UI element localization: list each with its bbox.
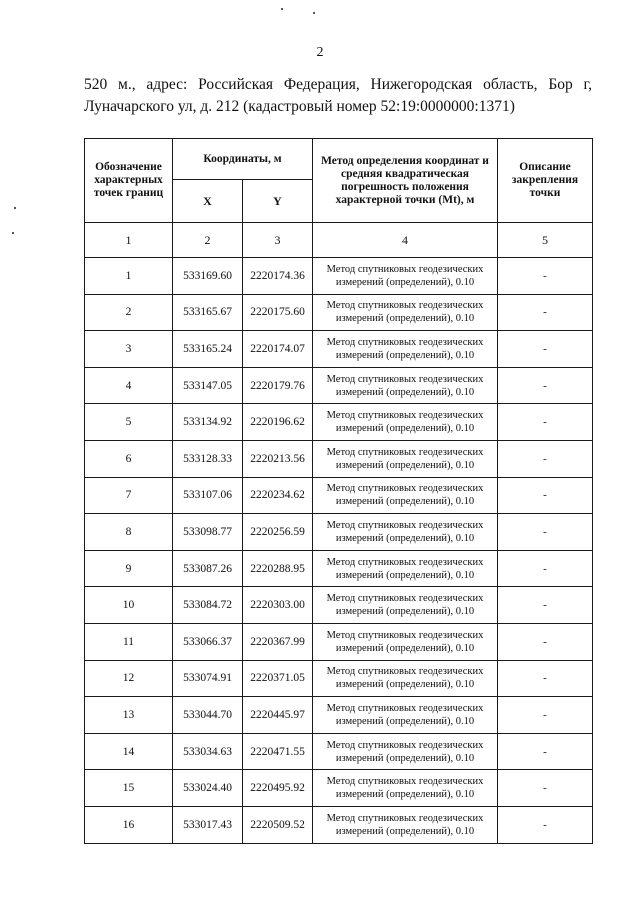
coord-y: 2220179.76 <box>243 367 313 404</box>
coord-y: 2220213.56 <box>243 440 313 477</box>
coord-y: 2220288.95 <box>243 550 313 587</box>
coord-y: 2220471.55 <box>243 733 313 770</box>
table-row <box>85 294 593 331</box>
scan-speck <box>313 12 315 14</box>
method-text: Метод спутниковых геодезических измерений (определений), 0.10 <box>313 770 498 807</box>
method-text: Метод спутниковых геодезических измерений (определений), 0.10 <box>313 258 498 295</box>
coord-y: 2220256.59 <box>243 514 313 551</box>
column-number-1: 1 <box>85 223 173 258</box>
coord-x: 533084.72 <box>173 587 243 624</box>
coord-x: 533128.33 <box>173 440 243 477</box>
coord-y: 2220174.36 <box>243 258 313 295</box>
method-text: Метод спутниковых геодезических измерений (определений), 0.10 <box>313 404 498 441</box>
fixing-description: - <box>498 697 593 734</box>
fixing-description: - <box>498 733 593 770</box>
coord-x: 533074.91 <box>173 660 243 697</box>
intro-line-2: Луначарского ул, д. 212 (кадастровый номер 52:19:0000000:1371) <box>84 98 515 115</box>
coord-x: 533169.60 <box>173 258 243 295</box>
coord-y: 2220495.92 <box>243 770 313 807</box>
point-id: 4 <box>85 367 173 404</box>
coord-x: 533034.63 <box>173 733 243 770</box>
scan-speck <box>12 232 14 234</box>
coord-x: 533066.37 <box>173 623 243 660</box>
table-row <box>85 404 593 441</box>
method-text: Метод спутниковых геодезических измерений (определений), 0.10 <box>313 806 498 843</box>
header-coordinates: Координаты, м <box>173 139 313 180</box>
column-number-2: 2 <box>173 223 243 258</box>
column-number-4: 4 <box>313 223 498 258</box>
table-row <box>85 587 593 624</box>
coord-x: 533024.40 <box>173 770 243 807</box>
point-id: 12 <box>85 660 173 697</box>
coord-y: 2220371.05 <box>243 660 313 697</box>
scan-speck <box>281 8 283 10</box>
coord-x: 533087.26 <box>173 550 243 587</box>
coord-x: 533165.24 <box>173 331 243 368</box>
method-text: Метод спутниковых геодезических измерений (определений), 0.10 <box>313 331 498 368</box>
header-x: X <box>173 180 243 223</box>
column-number-3: 3 <box>243 223 313 258</box>
fixing-description: - <box>498 514 593 551</box>
method-text: Метод спутниковых геодезических измерений (определений), 0.10 <box>313 440 498 477</box>
method-text: Метод спутниковых геодезических измерений (определений), 0.10 <box>313 477 498 514</box>
method-text: Метод спутниковых геодезических измерений (определений), 0.10 <box>313 550 498 587</box>
coord-x: 533147.05 <box>173 367 243 404</box>
intro-paragraph <box>84 74 592 118</box>
coord-y: 2220303.00 <box>243 587 313 624</box>
point-id: 15 <box>85 770 173 807</box>
fixing-description: - <box>498 331 593 368</box>
table-row <box>85 258 593 295</box>
table-row <box>85 477 593 514</box>
point-id: 8 <box>85 514 173 551</box>
table-row <box>85 806 593 843</box>
fixing-description: - <box>498 440 593 477</box>
coord-x: 533134.92 <box>173 404 243 441</box>
fixing-description: - <box>498 404 593 441</box>
fixing-description: - <box>498 294 593 331</box>
fixing-description: - <box>498 550 593 587</box>
coord-x: 533044.70 <box>173 697 243 734</box>
coord-x: 533165.67 <box>173 294 243 331</box>
method-text: Метод спутниковых геодезических измерений (определений), 0.10 <box>313 294 498 331</box>
method-text: Метод спутниковых геодезических измерений (определений), 0.10 <box>313 514 498 551</box>
table-row <box>85 440 593 477</box>
coord-x: 533098.77 <box>173 514 243 551</box>
coord-x: 533017.43 <box>173 806 243 843</box>
table-row <box>85 660 593 697</box>
table-row <box>85 367 593 404</box>
boundary-points-table <box>84 138 593 844</box>
header-description: Описание закрепления точки <box>498 139 593 223</box>
fixing-description: - <box>498 367 593 404</box>
method-text: Метод спутниковых геодезических измерений (определений), 0.10 <box>313 587 498 624</box>
point-id: 16 <box>85 806 173 843</box>
coord-y: 2220234.62 <box>243 477 313 514</box>
header-method: Метод определения координат и средняя квадратическая погрешность положения характерной точки (Mt), м <box>313 139 498 223</box>
coord-y: 2220367.99 <box>243 623 313 660</box>
point-id: 2 <box>85 294 173 331</box>
point-id: 14 <box>85 733 173 770</box>
table-row <box>85 733 593 770</box>
fixing-description: - <box>498 770 593 807</box>
fixing-description: - <box>498 477 593 514</box>
column-number-5: 5 <box>498 223 593 258</box>
fixing-description: - <box>498 660 593 697</box>
intro-line-1: 520 м., адрес: Российская Федерация, Нижегородская область, Бор г, <box>84 76 592 93</box>
table-row <box>85 331 593 368</box>
method-text: Метод спутниковых геодезических измерений (определений), 0.10 <box>313 623 498 660</box>
point-id: 6 <box>85 440 173 477</box>
fixing-description: - <box>498 623 593 660</box>
page-number: 2 <box>316 45 324 60</box>
method-text: Метод спутниковых геодезических измерений (определений), 0.10 <box>313 733 498 770</box>
method-text: Метод спутниковых геодезических измерений (определений), 0.10 <box>313 367 498 404</box>
header-y: Y <box>243 180 313 223</box>
coord-y: 2220445.97 <box>243 697 313 734</box>
table-body <box>85 258 593 844</box>
coord-y: 2220196.62 <box>243 404 313 441</box>
coord-x: 533107.06 <box>173 477 243 514</box>
point-id: 5 <box>85 404 173 441</box>
coord-y: 2220509.52 <box>243 806 313 843</box>
table-row <box>85 550 593 587</box>
coord-y: 2220175.60 <box>243 294 313 331</box>
table-row <box>85 623 593 660</box>
point-id: 13 <box>85 697 173 734</box>
coord-y: 2220174.07 <box>243 331 313 368</box>
header-designation: Обозначение характерных точек границ <box>85 139 173 223</box>
fixing-description: - <box>498 587 593 624</box>
point-id: 11 <box>85 623 173 660</box>
method-text: Метод спутниковых геодезических измерений (определений), 0.10 <box>313 697 498 734</box>
point-id: 9 <box>85 550 173 587</box>
table-row <box>85 514 593 551</box>
table-row <box>85 697 593 734</box>
method-text: Метод спутниковых геодезических измерений (определений), 0.10 <box>313 660 498 697</box>
fixing-description: - <box>498 806 593 843</box>
table-row <box>85 770 593 807</box>
fixing-description: - <box>498 258 593 295</box>
point-id: 1 <box>85 258 173 295</box>
scan-speck <box>14 207 16 209</box>
point-id: 10 <box>85 587 173 624</box>
point-id: 7 <box>85 477 173 514</box>
point-id: 3 <box>85 331 173 368</box>
